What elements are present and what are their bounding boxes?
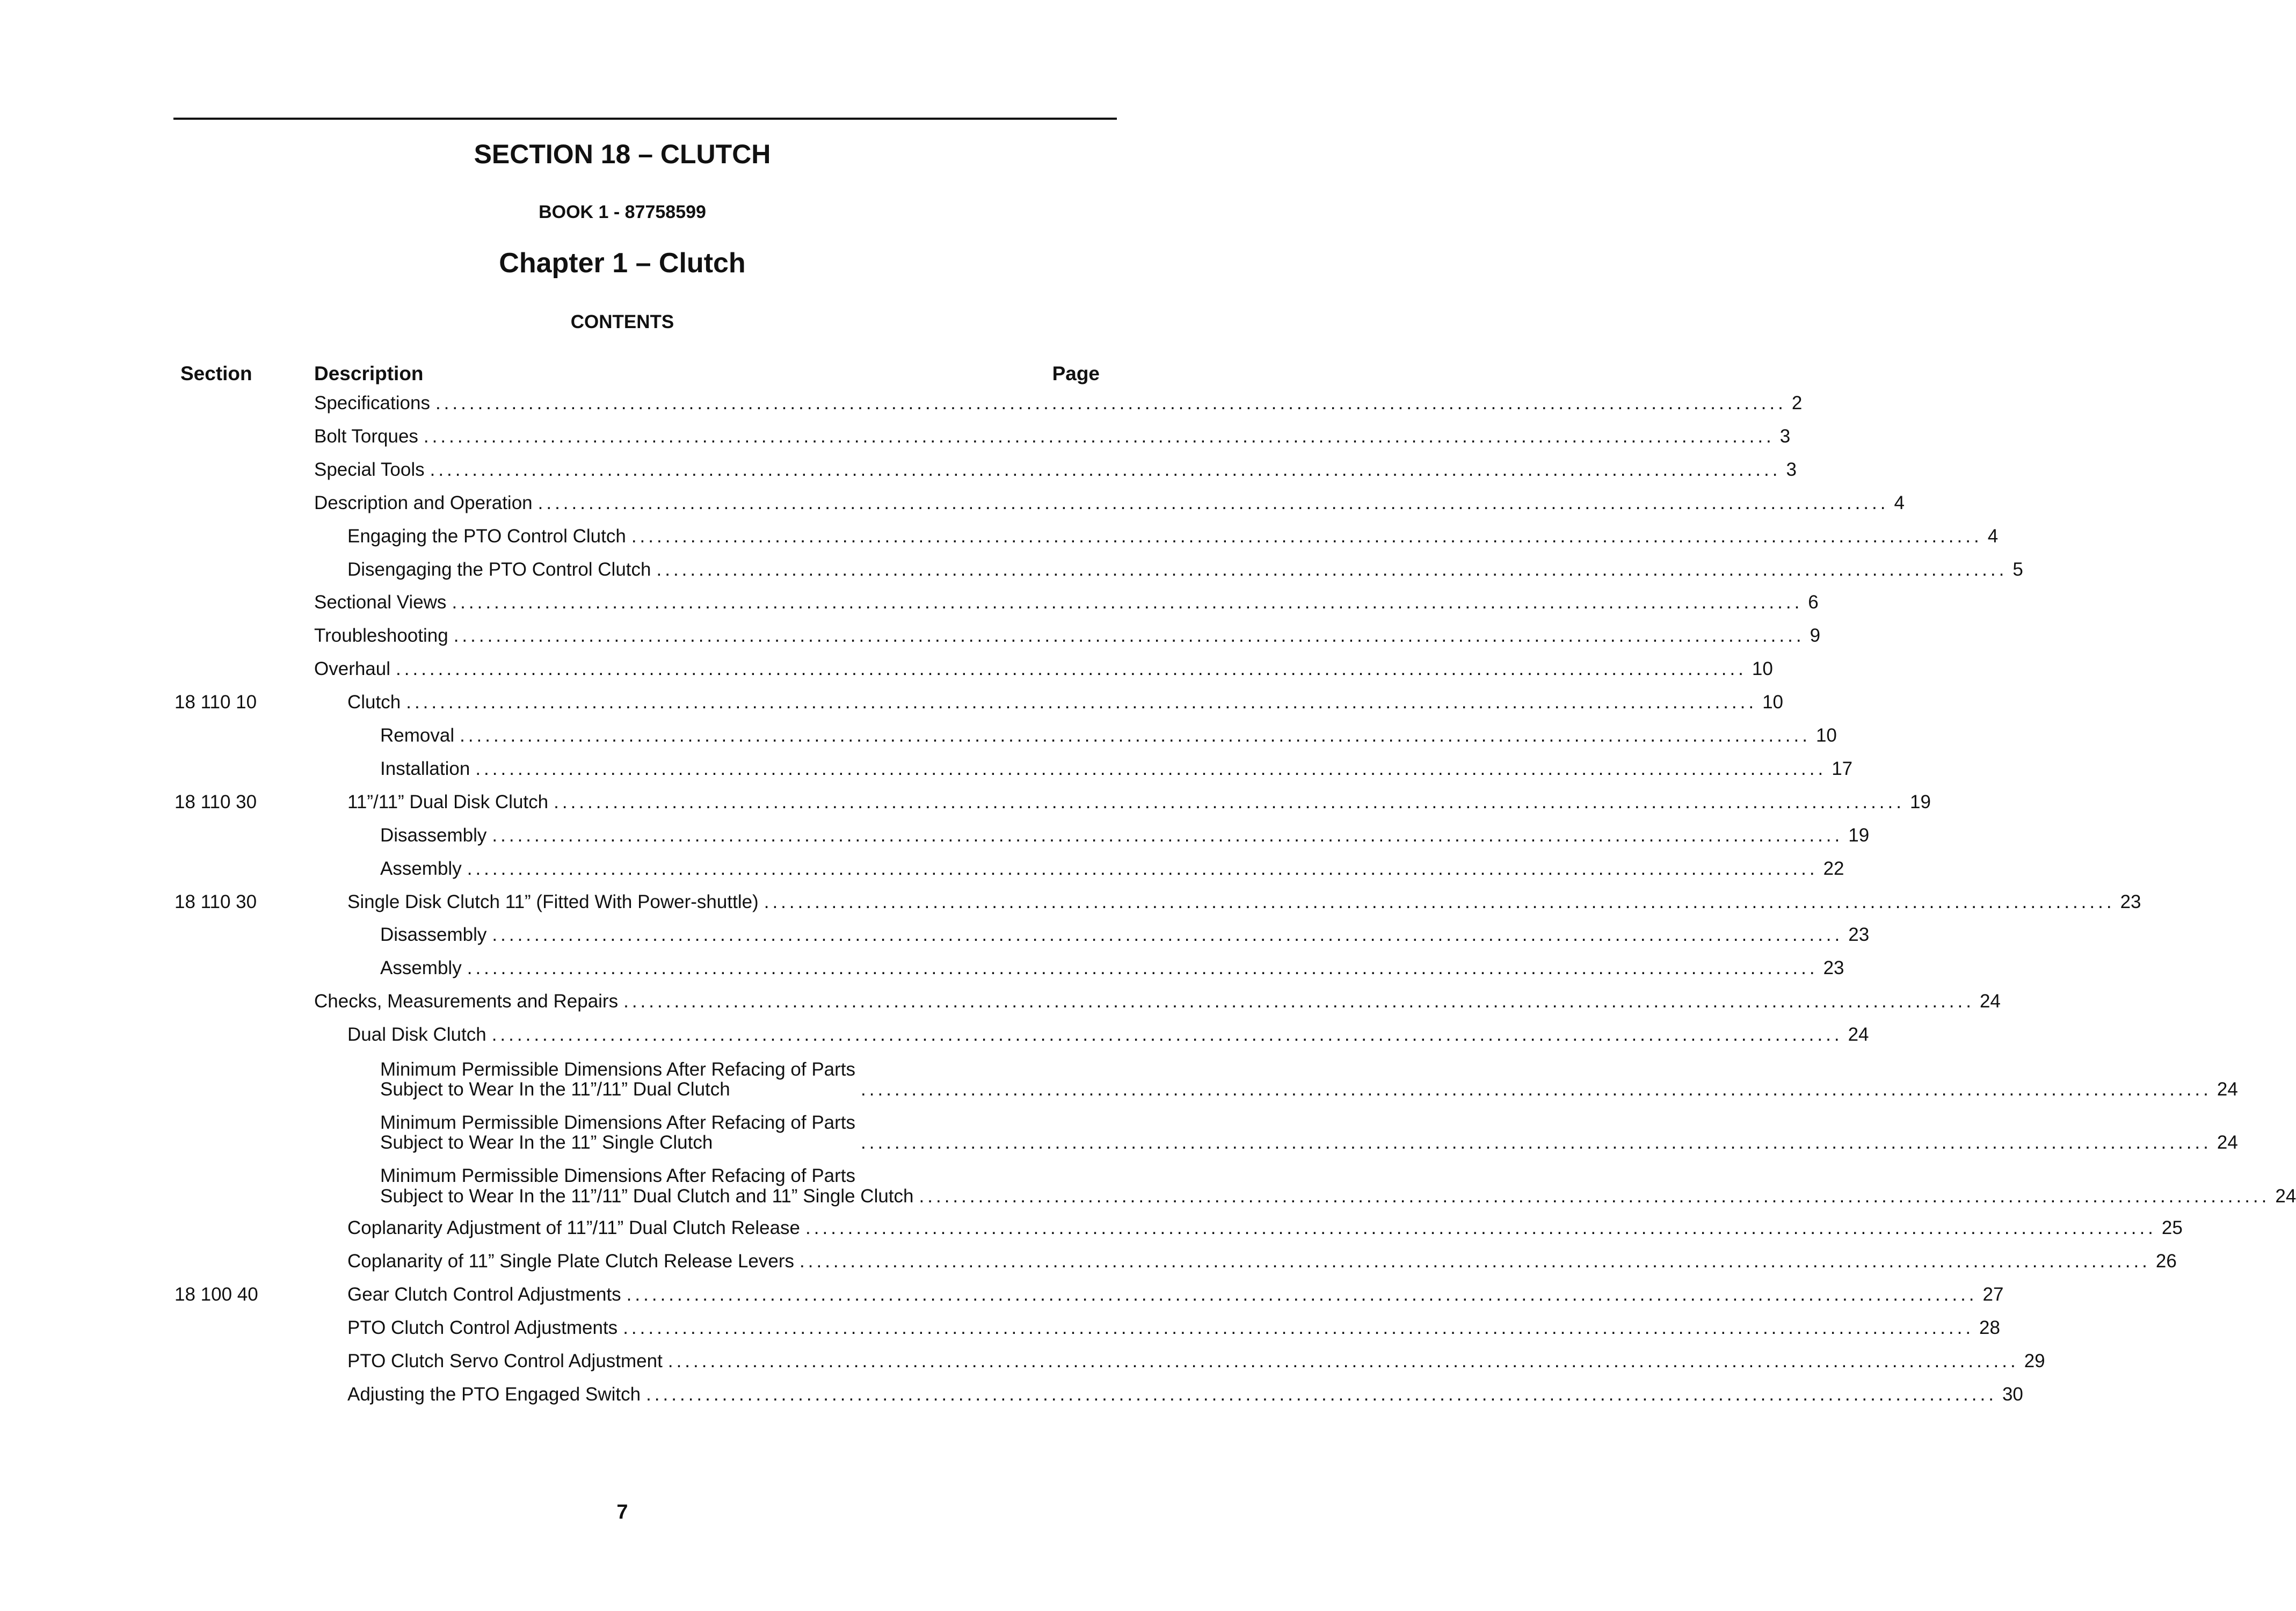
toc-entry [0, 791, 1931, 814]
toc-page-number: 23 [2120, 891, 2141, 912]
toc-entry-title: Disengaging the PTO Control Clutch [347, 558, 651, 580]
dot-leader: ................................................................................................................................................................ [626, 1284, 1978, 1305]
column-header-section: Section [180, 362, 252, 384]
dot-leader: ................................................................................................................................................................ [423, 425, 1775, 447]
dot-leader: ................................................................................................................................................................ [631, 525, 1982, 547]
toc-entry-title: Special Tools [314, 459, 425, 480]
toc-entry-title: Minimum Permissible Dimensions After Refacing of Parts Subject to Wear In the 11”/11” Dual Clutch [380, 1058, 856, 1100]
dot-leader: ................................................................................................................................................................ [492, 924, 1843, 946]
toc-entry-title: Overhaul [314, 658, 391, 680]
toc-entry-title: Assembly [380, 858, 462, 879]
toc-page-number: 5 [2012, 558, 2023, 580]
toc-entry [0, 558, 2023, 581]
toc-entry [0, 1350, 2045, 1373]
toc-page-number: 24 [2217, 1079, 2238, 1100]
toc-page-number: 4 [1894, 492, 1905, 513]
toc-entry [0, 658, 1773, 680]
toc-entry-title: Dual Disk Clutch [347, 1024, 486, 1046]
toc-entry-title: Minimum Permissible Dimensions After Refacing of Parts Subject to Wear In the 11”/11” Dual Clutch and 11” Single Clutch [380, 1165, 914, 1207]
toc-page-number: 10 [1762, 692, 1784, 713]
toc-entry-title: 11”/11” Dual Disk Clutch [347, 791, 549, 812]
toc-section-code: 18 110 10 [175, 692, 257, 713]
dot-leader: ................................................................................................................................................................ [435, 393, 1786, 413]
toc-page-number: 30 [2002, 1383, 2023, 1405]
toc-entry [0, 1024, 1869, 1046]
dot-leader: ................................................................................................................................................................ [460, 725, 1811, 746]
toc-entry [0, 525, 1999, 548]
dot-leader: ................................................................................................................................................................ [646, 1383, 1997, 1405]
toc-page-number: 3 [1786, 459, 1797, 480]
toc-entry [0, 392, 1803, 415]
toc-page-number: 17 [1832, 758, 1853, 779]
dot-leader: ................................................................................................................................................................ [861, 1079, 2212, 1100]
toc-entry-title: Coplanarity of 11” Single Plate Clutch Release Levers [347, 1251, 795, 1272]
toc-page-number: 19 [1909, 791, 1931, 812]
toc-section-code: 18 110 30 [175, 891, 257, 912]
dot-leader: ................................................................................................................................................................ [537, 492, 1889, 513]
toc-page-number: 23 [1823, 957, 1844, 979]
toc-entry-title: Checks, Measurements and Repairs [314, 991, 619, 1012]
dot-leader: ................................................................................................................................................................ [667, 1350, 2019, 1371]
toc-page-number: 9 [1810, 625, 1821, 647]
toc-page-number: 24 [2217, 1132, 2238, 1153]
toc-entry [0, 858, 1844, 880]
toc-page-number: 22 [1823, 858, 1844, 879]
toc-entry [0, 1250, 2177, 1273]
dot-leader: ................................................................................................................................................................ [919, 1185, 2270, 1207]
toc-entry [0, 459, 1797, 481]
contents-heading: CONTENTS [570, 311, 674, 332]
dot-leader: ................................................................................................................................................................ [430, 459, 1781, 480]
toc-page-number: 10 [1752, 658, 1773, 680]
toc-entry [0, 990, 2001, 1013]
toc-entry [0, 691, 1784, 714]
dot-leader: ................................................................................................................................................................ [861, 1132, 2212, 1153]
toc-entry [0, 724, 1837, 747]
toc-entry-title: Disassembly [380, 924, 487, 946]
toc-entry [0, 1383, 2023, 1406]
toc-entry [0, 1217, 2183, 1239]
dot-leader: ................................................................................................................................................................ [475, 758, 1827, 779]
dot-leader: ................................................................................................................................................................ [467, 858, 1818, 879]
toc-page-number: 29 [2024, 1350, 2045, 1371]
toc-page-number: 24 [1848, 1024, 1869, 1046]
book-number: BOOK 1 - 87758599 [539, 202, 706, 222]
toc-entry-title: Sectional Views [314, 592, 447, 613]
toc-page-number: 4 [1987, 525, 1999, 547]
toc-section-code: 18 100 40 [175, 1284, 258, 1305]
dot-leader: ................................................................................................................................................................ [406, 692, 1757, 713]
toc-entry-title: Gear Clutch Control Adjustments [347, 1284, 621, 1305]
toc-page-number: 28 [1979, 1317, 2000, 1338]
toc-entry [0, 1164, 2296, 1207]
toc-entry-title: Removal [380, 725, 455, 746]
toc-entry-title: Description and Operation [314, 492, 533, 513]
dot-leader: ................................................................................................................................................................ [805, 1217, 2156, 1239]
dot-leader: ................................................................................................................................................................ [492, 824, 1843, 846]
chapter-title: Chapter 1 – Clutch [499, 248, 746, 279]
toc-entry [0, 1110, 2238, 1153]
dot-leader: ................................................................................................................................................................ [396, 658, 1747, 680]
toc-entry [0, 1283, 2004, 1306]
toc-entry [0, 492, 1905, 514]
header-rule [173, 118, 1117, 120]
page-number: 7 [616, 1501, 628, 1523]
toc-page-number: 3 [1779, 425, 1791, 447]
dot-leader: ................................................................................................................................................................ [623, 991, 1974, 1012]
toc-entry [0, 891, 2141, 913]
toc-entry [0, 957, 1844, 979]
toc-entry-title: Troubleshooting [314, 625, 448, 647]
toc-entry [0, 824, 1870, 847]
toc-entry-title: Coplanarity Adjustment of 11”/11” Dual Clutch Release [347, 1217, 801, 1239]
toc-entry [0, 924, 1870, 946]
toc-page-number: 6 [1808, 592, 1819, 613]
dot-leader: ................................................................................................................................................................ [623, 1317, 1974, 1338]
toc-entry [0, 591, 1819, 614]
toc-page-number: 27 [1982, 1284, 2004, 1305]
toc-page-number: 2 [1791, 393, 1803, 413]
toc-entry-title: Specifications [314, 393, 430, 413]
toc-page-number: 25 [2161, 1217, 2183, 1239]
toc-entry-title: Installation [380, 758, 470, 779]
dot-leader: ................................................................................................................................................................ [452, 592, 1803, 613]
dot-leader: ................................................................................................................................................................ [467, 957, 1818, 979]
dot-leader: ................................................................................................................................................................ [491, 1024, 1843, 1046]
toc-entry-title: Adjusting the PTO Engaged Switch [347, 1383, 641, 1405]
toc-page-number: 19 [1848, 824, 1870, 846]
toc-entry [0, 758, 1853, 780]
toc-entry [0, 1057, 2238, 1100]
toc-section-code: 18 110 30 [175, 791, 257, 812]
dot-leader: ................................................................................................................................................................ [764, 891, 2115, 912]
dot-leader: ................................................................................................................................................................ [453, 625, 1805, 647]
toc-entry-title: Bolt Torques [314, 425, 418, 447]
toc-entry-title: Engaging the PTO Control Clutch [347, 525, 626, 547]
dot-leader: ................................................................................................................................................................ [554, 791, 1905, 812]
toc-entry-title: Single Disk Clutch 11” (Fitted With Power-shuttle) [347, 891, 759, 912]
toc-entry-title: Assembly [380, 957, 462, 979]
dot-leader: ................................................................................................................................................................ [656, 558, 2008, 580]
toc-page-number: 26 [2155, 1251, 2177, 1272]
section-title: SECTION 18 – CLUTCH [474, 139, 771, 169]
toc-entry-title: Minimum Permissible Dimensions After Refacing of Parts Subject to Wear In the 11” Single Clutch [380, 1112, 856, 1153]
toc-entry [0, 625, 1821, 647]
toc-page-number: 23 [1848, 924, 1870, 946]
dot-leader: ................................................................................................................................................................ [800, 1251, 2150, 1272]
toc-entry [0, 1317, 2000, 1339]
toc-page-number: 10 [1815, 725, 1837, 746]
toc-entry [0, 425, 1791, 448]
toc-entry-title: Clutch [347, 692, 401, 713]
toc-page-number: 24 [1979, 991, 2001, 1012]
toc-entry-title: PTO Clutch Servo Control Adjustment [347, 1350, 663, 1371]
toc-page-number: 24 [2275, 1185, 2296, 1207]
column-header-description: Description [314, 362, 424, 384]
toc-entry-title: Disassembly [380, 824, 487, 846]
column-header-page: Page [1052, 362, 1100, 384]
toc-entry-title: PTO Clutch Control Adjustments [347, 1317, 618, 1338]
